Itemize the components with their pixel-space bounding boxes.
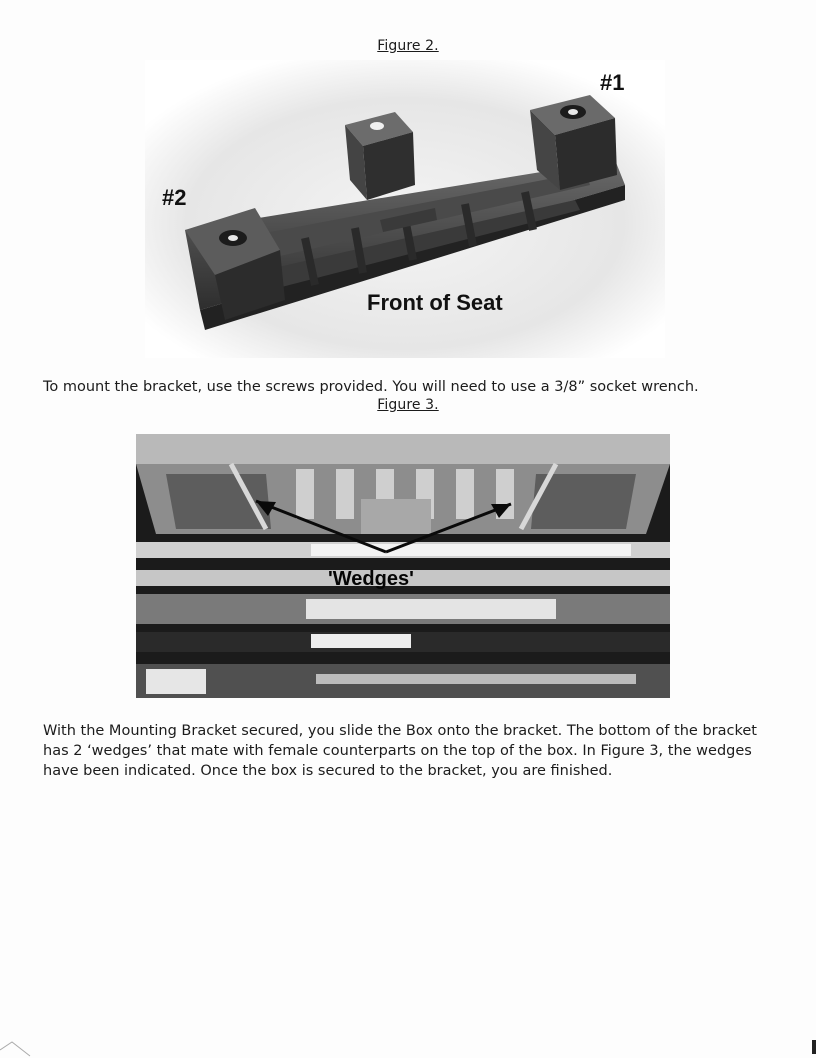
- figure-3-wedges-photo: [136, 434, 670, 698]
- bracket-illustration: [145, 60, 665, 358]
- label-2: #2: [162, 185, 187, 210]
- label-1: #1: [600, 70, 625, 95]
- mounting-instructions: To mount the bracket, use the screws provided. You will need to use a 3/8” socket wrench.: [43, 379, 699, 395]
- finishing-instructions: With the Mounting Bracket secured, you slide the Box onto the bracket. The bottom of the bracket has 2 ‘wedges’ that mate with female counterparts on the top of the box. In Figure 3, the wedges have been indicated. Once the box is secured to the bracket, you are finished.: [43, 723, 757, 779]
- scan-edge-mark: [812, 1040, 816, 1054]
- wedges-label: 'Wedges': [328, 568, 414, 590]
- figure-3-caption: Figure 3.: [377, 397, 439, 413]
- figure-2-caption: Figure 2.: [377, 38, 439, 54]
- figure-2-bracket-photo: [145, 60, 665, 358]
- scan-corner-mark: [0, 1028, 40, 1058]
- front-of-seat-label: Front of Seat: [367, 290, 503, 315]
- wedges-illustration: [136, 434, 670, 698]
